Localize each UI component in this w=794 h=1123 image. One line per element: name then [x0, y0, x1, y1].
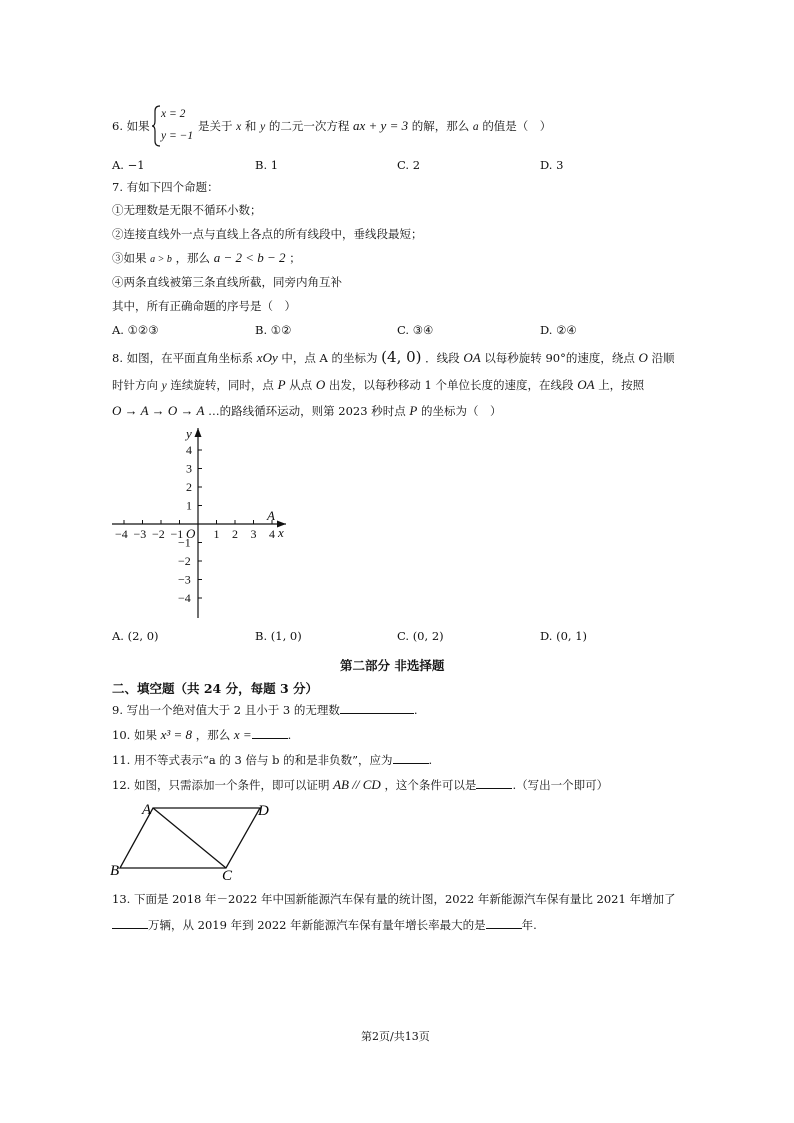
- q6-option-a[interactable]: A. −1: [112, 158, 145, 172]
- y-axis-label: y: [186, 426, 192, 441]
- q11-end: .: [428, 753, 433, 767]
- q6-var-x: x: [236, 121, 242, 133]
- q8-l2-oa: OA: [577, 377, 595, 392]
- q9-text: 9. 写出一个绝对值大于 2 且小于 3 的无理数: [112, 703, 340, 717]
- q7-proposition-4: ④两条直线被第三条直线所截，同旁内角互补: [112, 275, 342, 289]
- q6-text-and: 和: [244, 119, 257, 133]
- q6-system: [151, 104, 201, 148]
- q6-equation: ax + y = 3: [353, 118, 409, 133]
- q6-stem-rest: [198, 118, 551, 135]
- q7-option-a[interactable]: A. ①②③: [112, 323, 159, 337]
- q8-l2-c: 从点: [289, 378, 313, 392]
- q7-ask: 其中，所有正确命题的序号是（ ）: [112, 299, 296, 313]
- y-tick-label: −4: [178, 591, 191, 605]
- q6-option-b[interactable]: B. 1: [255, 158, 279, 172]
- q8-coordinate-graph: [108, 424, 308, 624]
- x-tick-label: −4: [115, 527, 128, 541]
- q9: [112, 701, 418, 718]
- point-a-label: A: [267, 508, 275, 523]
- q7-p3-result: a − 2 < b − 2: [213, 250, 286, 265]
- q8-l2-e: 上，按照: [598, 378, 645, 392]
- q7-stem: 7. 有如下四个命题：: [112, 180, 219, 194]
- origin-label: O: [186, 526, 196, 541]
- q8-l2-p: P: [277, 377, 286, 392]
- q8-l1-c: ．线段: [425, 351, 460, 365]
- q8-l1-b: 中，点 A 的坐标为: [281, 351, 378, 365]
- q8-line-2: [112, 377, 644, 394]
- q6-eq1: x = 2: [161, 108, 186, 120]
- q12-relation: AB // CD: [333, 777, 381, 792]
- x-tick-label: −2: [152, 527, 165, 541]
- q10-equation: x³ = 8: [160, 727, 193, 742]
- q11-text: 11. 用不等式表示“a 的 3 倍与 b 的和是非负数”，应为: [112, 753, 393, 767]
- q8-l3-b: 的坐标为（ ）: [420, 404, 502, 418]
- q6-text-4: 的值是（ ）: [482, 119, 552, 133]
- q10-var: x =: [233, 727, 252, 742]
- q7-p3-mid: ，那么: [175, 251, 211, 265]
- q13-line-2: [112, 916, 537, 933]
- x-tick-label: 1: [213, 527, 220, 541]
- y-tick-label: −1: [178, 535, 191, 550]
- q8-l2-y: y: [161, 380, 167, 392]
- part2-title: 第二部分 非选择题: [340, 658, 445, 673]
- vertex-b: B: [110, 863, 120, 879]
- q7-option-d[interactable]: D. ②④: [540, 323, 577, 337]
- q12-answer-blank[interactable]: [476, 776, 512, 789]
- q8-l1-e: 沿顺: [651, 351, 675, 365]
- q8-line-1: [112, 349, 675, 366]
- y-tick-label: 1: [186, 498, 192, 513]
- q6-stem: [112, 118, 150, 134]
- q8-option-a[interactable]: A. (2, 0): [112, 629, 159, 643]
- q10-answer-blank[interactable]: [252, 726, 288, 739]
- q8-l1-d: 以每秒旋转 90°的速度，绕点: [484, 351, 635, 365]
- q12-prefix: 12. 如图，只需添加一个条件，即可以证明: [112, 778, 330, 792]
- q6-prefix: 6. 如果: [112, 119, 150, 133]
- q8-option-b[interactable]: B. (1, 0): [255, 629, 302, 643]
- q6-var-a: a: [472, 121, 479, 133]
- q7-proposition-1: ①无理数是无限不循环小数；: [112, 203, 262, 217]
- x-tick-label: 2: [232, 527, 238, 541]
- vertex-d: D: [258, 803, 269, 819]
- q8-l2-d: 出发，以每秒移动 1 个单位长度的速度，在线段: [328, 378, 574, 392]
- q6-var-y: y: [260, 121, 266, 133]
- q13-answer-blank-2[interactable]: [486, 916, 522, 929]
- q8-line-3: [112, 403, 501, 419]
- q6-eq2: y = −1: [161, 130, 194, 142]
- q12-end: .（写出一个即可）: [512, 778, 609, 792]
- x-axis-label: x: [278, 525, 284, 540]
- q8-l3-p: P: [409, 403, 418, 418]
- q7-option-c[interactable]: C. ③④: [397, 323, 434, 337]
- q6-text-1: 是关于: [198, 119, 233, 133]
- q7-proposition-3: [112, 250, 301, 268]
- q8-l1-oa: OA: [463, 350, 481, 365]
- q9-end: .: [413, 703, 418, 717]
- q12: [112, 776, 608, 793]
- y-axis-arrow-icon: [195, 428, 202, 437]
- y-tick-label: 3: [186, 461, 192, 476]
- x-tick-label: 3: [250, 527, 257, 541]
- y-tick-label: 4: [186, 443, 192, 457]
- q8-l3-a: …的路线循环运动，则第 2023 秒时点: [208, 404, 406, 418]
- q13-line-1: 13. 下面是 2018 年－2022 年中国新能源汽车保有量的统计图，2022 年新能源汽车保有量比 2021 年增加了: [112, 892, 676, 906]
- q13-l2-b: 年.: [521, 918, 537, 932]
- q12-parallelogram-figure: [108, 800, 278, 880]
- q7-proposition-2: ②连接直线外一点与直线上各点的所有线段中，垂线段最短；: [112, 227, 423, 241]
- q8-l1-sys: xOy: [256, 350, 278, 365]
- q6-option-d[interactable]: D. 3: [540, 158, 564, 172]
- q7-p3-prefix: ③如果: [112, 251, 147, 265]
- q8-l2-a: 时针方向: [112, 378, 158, 392]
- q7-p3-cond: a > b: [150, 254, 172, 265]
- y-tick-label: 2: [186, 480, 192, 494]
- q9-answer-blank[interactable]: [340, 701, 414, 714]
- q13-answer-blank-1[interactable]: [112, 916, 148, 929]
- q10-prefix: 10. 如果: [112, 728, 157, 742]
- q7-p3-suffix: ；: [289, 251, 301, 265]
- q13-l2-a: 万辆，从 2019 年到 2022 年新能源汽车保有量年增长率最大的是: [148, 918, 486, 932]
- q6-text-3: 的解，那么: [411, 119, 470, 133]
- q11: [112, 751, 432, 768]
- q8-l2-o: O: [315, 377, 326, 392]
- q10-end: .: [287, 728, 292, 742]
- x-tick-label: 4: [269, 527, 275, 541]
- vertex-a: A: [142, 802, 152, 818]
- q8-l1-a: 8. 如图，在平面直角坐标系: [112, 351, 254, 365]
- q8-l1-coord: (4, 0): [381, 348, 422, 366]
- vertex-c: C: [222, 868, 233, 880]
- q8-l2-b: 连续旋转，同时，点: [170, 378, 274, 392]
- x-tick-label: −1: [170, 527, 184, 541]
- q6-option-c[interactable]: C. 2: [397, 158, 421, 172]
- q8-l1-o: O: [638, 350, 648, 365]
- q8-option-c[interactable]: C. (0, 2): [397, 629, 444, 643]
- x-tick-label: −3: [133, 527, 147, 541]
- q7-option-b[interactable]: B. ①②: [255, 323, 292, 337]
- q10-mid: ，那么: [195, 728, 231, 742]
- q12-mid: ，这个条件可以是: [384, 778, 477, 792]
- q6-text-2: 的二元一次方程: [268, 119, 350, 133]
- y-tick-label: −3: [178, 572, 191, 587]
- q8-option-d[interactable]: D. (0, 1): [540, 629, 588, 643]
- section-heading: 二、填空题（共 24 分，每题 3 分）: [112, 681, 319, 696]
- y-tick-label: −2: [178, 554, 191, 568]
- diagonal-ac: [153, 808, 226, 868]
- q10: [112, 726, 291, 743]
- q8-l3-path: O → A → O → A: [112, 403, 205, 418]
- page-footer: 第2页/共13页: [361, 1030, 430, 1043]
- q11-answer-blank[interactable]: [393, 751, 429, 764]
